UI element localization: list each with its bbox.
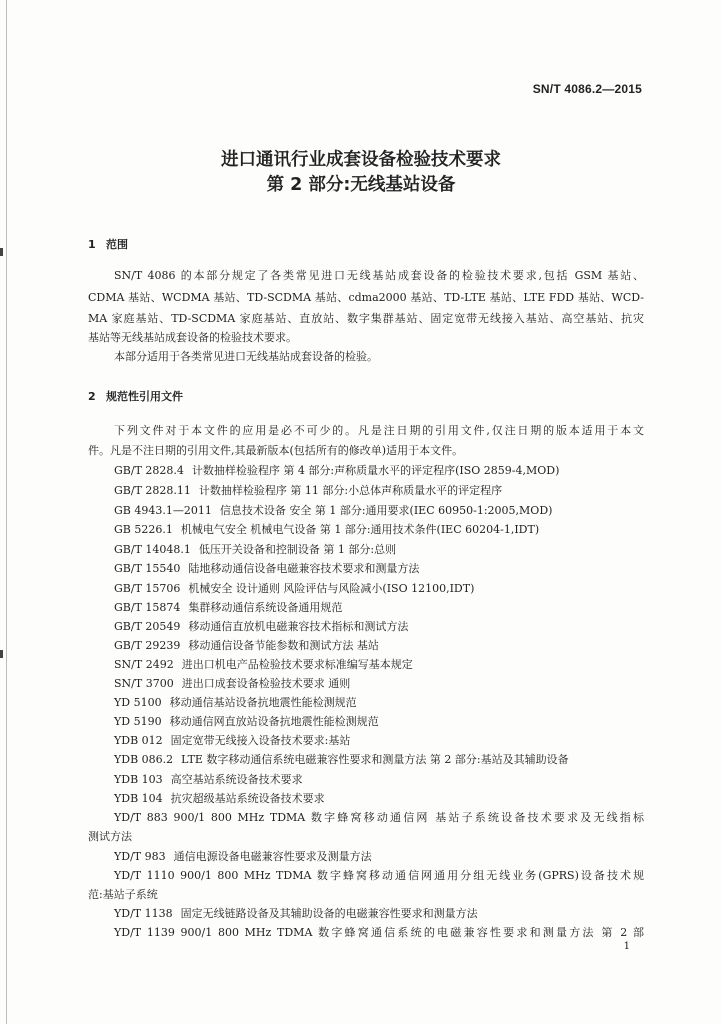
- reference-title: 移动通信网直放站设备抗地震性能检测规范: [169, 715, 379, 728]
- section-heading: [88, 236, 128, 252]
- reference-code: SN/T 3700: [114, 677, 174, 690]
- page-number: 1: [623, 941, 630, 952]
- reference-item: [114, 696, 357, 709]
- reference-title: 移动通信设备节能参数和测试方法 基站: [188, 639, 379, 652]
- reference-item-line: 测试方法: [88, 830, 132, 843]
- paragraph-line: 基站等无线基站成套设备的检验技术要求。: [88, 331, 297, 344]
- reference-code: GB/T 15540: [114, 562, 181, 575]
- reference-title: 固定宽带无线接入设备技术要求:基站: [170, 734, 351, 747]
- reference-code: GB/T 2828.11: [114, 484, 191, 497]
- reference-item: [114, 484, 502, 497]
- reference-item: [114, 907, 478, 920]
- reference-title: 信息技术设备 安全 第 1 部分:通用要求(IEC 60950-1:2005,MOD): [219, 504, 553, 517]
- reference-title: 抗灾超级基站系统设备技术要求: [170, 792, 325, 805]
- paragraph-line: 下列文件对于本文件的应用是必不可少的。凡是注日期的引用文件,仅注日期的版本适用于本文: [114, 424, 644, 437]
- section-title: 规范性引用文件: [106, 390, 183, 403]
- reference-item-line: 范:基站子系统: [88, 888, 158, 901]
- reference-item: [114, 562, 419, 575]
- reference-item: [114, 639, 379, 652]
- reference-item: [114, 773, 303, 786]
- reference-title: 机械安全 设计通则 风险评估与风险减小(ISO 12100,IDT): [188, 582, 475, 595]
- reference-title: 机械电气安全 机械电气设备 第 1 部分:通用技术条件(IEC 60204-1,IDT): [180, 523, 540, 536]
- reference-item-line: YD/T 1139 900/1 800 MHz TDMA 数字蜂窝通信系统的电磁兼容性要求和测量方法 第 2 部: [114, 926, 644, 939]
- reference-item: [114, 753, 569, 766]
- reference-code: YD 5190: [114, 715, 162, 728]
- reference-title: 陆地移动通信设备电磁兼容技术要求和测量方法: [188, 562, 420, 575]
- reference-code: YD 5100: [114, 696, 162, 709]
- paragraph-line: 本部分适用于各类常见进口无线基站成套设备的检验。: [114, 350, 378, 363]
- section-title: 范围: [106, 238, 128, 251]
- reference-item: [114, 543, 396, 556]
- paragraph-line: CDMA 基站、WCDMA 基站、TD-SCDMA 基站、cdma2000 基站、TD-LTE 基站、LTE FDD 基站、WCD-: [88, 291, 644, 304]
- reference-item: [114, 582, 474, 595]
- section-heading: [88, 388, 183, 404]
- reference-item: [114, 504, 552, 517]
- reference-code: YD/T 983: [114, 850, 166, 863]
- reference-title: 集群移动通信系统设备通用规范: [188, 601, 343, 614]
- binding-mark: [0, 650, 3, 658]
- reference-title: 高空基站系统设备技术要求: [170, 773, 303, 786]
- reference-title: LTE 数字移动通信系统电磁兼容性要求和测量方法 第 2 部分:基站及其辅助设备: [181, 753, 569, 766]
- binding-mark: [0, 248, 3, 256]
- section-number: 2: [88, 390, 96, 403]
- reference-code: GB 4943.1—2011: [114, 504, 212, 517]
- paragraph-line: SN/T 4086 的本部分规定了各类常见进口无线基站成套设备的检验技术要求,包括 GSM 基站、: [114, 269, 644, 282]
- reference-code: GB/T 29239: [114, 639, 181, 652]
- reference-code: GB/T 14048.1: [114, 543, 191, 556]
- reference-code: GB/T 20549: [114, 620, 181, 633]
- reference-title: 进出口成套设备检验技术要求 通则: [181, 677, 351, 690]
- reference-title: 固定无线链路设备及其辅助设备的电磁兼容性要求和测量方法: [180, 907, 478, 920]
- reference-title: 计数抽样检验程序 第 4 部分:声称质量水平的评定程序(ISO 2859-4,MOD): [191, 464, 560, 477]
- section-number: 1: [88, 238, 96, 251]
- reference-code: GB 5226.1: [114, 523, 173, 536]
- reference-item: [114, 464, 559, 477]
- document-title-line1: 进口通讯行业成套设备检验技术要求: [221, 150, 501, 170]
- reference-item: [114, 620, 408, 633]
- reference-title: 计数抽样检验程序 第 11 部分:小总体声称质量水平的评定程序: [198, 484, 503, 497]
- reference-item: [114, 601, 342, 614]
- reference-code: YDB 086.2: [114, 753, 174, 766]
- reference-item: [114, 850, 372, 863]
- reference-title: 低压开关设备和控制设备 第 1 部分:总则: [198, 543, 397, 556]
- reference-item: [114, 677, 350, 690]
- reference-code: GB/T 15874: [114, 601, 181, 614]
- reference-title: 移动通信基站设备抗地震性能检测规范: [169, 696, 357, 709]
- reference-code: GB/T 15706: [114, 582, 181, 595]
- reference-title: 移动通信直放机电磁兼容技术指标和测试方法: [188, 620, 409, 633]
- reference-item: [114, 734, 350, 747]
- reference-title: 通信电源设备电磁兼容性要求及测量方法: [173, 850, 372, 863]
- reference-code: YDB 104: [114, 792, 163, 805]
- reference-code: SN/T 2492: [114, 658, 174, 671]
- reference-item-line: YD/T 1110 900/1 800 MHz TDMA 数字蜂窝移动通信网通用分组无线业务(GPRS)设备技术规: [114, 869, 644, 882]
- reference-item: [114, 523, 539, 536]
- reference-code: YDB 012: [114, 734, 163, 747]
- reference-code: YDB 103: [114, 773, 163, 786]
- reference-item: [114, 658, 413, 671]
- reference-code: YD/T 1138: [114, 907, 173, 920]
- paragraph-line: 件。凡是不注日期的引用文件,其最新版本(包括所有的修改单)适用于本文件。: [88, 444, 464, 457]
- reference-code: GB/T 2828.4: [114, 464, 184, 477]
- reference-item-line: YD/T 883 900/1 800 MHz TDMA 数字蜂窝移动通信网 基站子系统设备技术要求及无线指标: [114, 811, 644, 824]
- reference-title: 进出口机电产品检验技术要求标准编写基本规定: [181, 658, 413, 671]
- standard-code: SN/T 4086.2—2015: [532, 82, 642, 96]
- paragraph-line: MA 家庭基站、TD-SCDMA 家庭基站、直放站、数字集群基站、固定宽带无线接入基站、高空基站、抗灾: [88, 312, 644, 325]
- reference-item: [114, 792, 325, 805]
- reference-item: [114, 715, 379, 728]
- document-title-line2: 第 2 部分:无线基站设备: [266, 175, 456, 195]
